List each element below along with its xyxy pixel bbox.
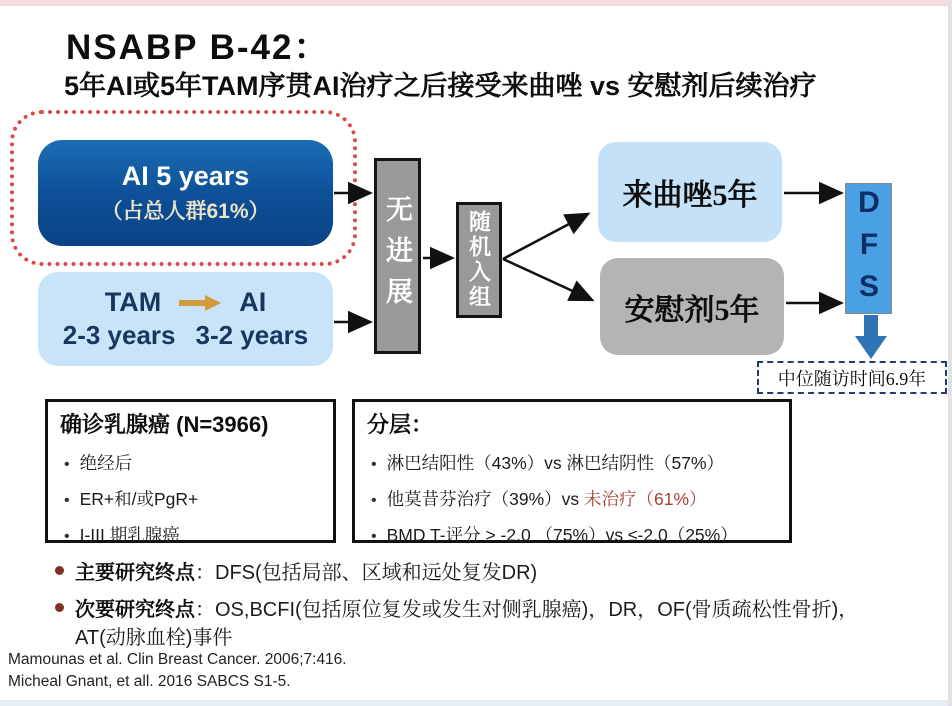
bullet-icon xyxy=(367,453,387,474)
stratification-item xyxy=(367,486,777,511)
arrow-randomization-to-placebo xyxy=(503,259,590,299)
tam-duration: 2-3 years xyxy=(62,320,176,350)
dfs-down-arrow-icon xyxy=(855,315,887,359)
eligibility-item-text: I-III 期乳腺癌 xyxy=(79,525,180,545)
randomization-box: 随机入组 xyxy=(456,202,502,318)
slide-subtitle: 5年AI或5年TAM序贯AI治疗之后接受来曲唑 vs 安慰剂后续治疗 xyxy=(64,71,817,101)
stratification-box xyxy=(352,399,792,543)
ai-duration: 3-2 years xyxy=(195,320,309,350)
eligibility-item xyxy=(60,522,321,547)
eligibility-box xyxy=(45,399,336,543)
eligibility-item-text: 绝经后 xyxy=(79,453,133,473)
stratification-item-text: BMD T-评分 > -2.0 （75%）vs ≤-2.0（25%） xyxy=(386,525,738,545)
top-edge-artifact xyxy=(0,0,952,6)
arrow-randomization-to-letrozole xyxy=(503,215,586,259)
secondary-endpoint-text: ：OS,BCFI(包括原位复发或发生对侧乳腺癌)，DR，OF(骨质疏松性骨折)， xyxy=(195,599,859,621)
tam-box-row2 xyxy=(63,320,309,351)
stratification-item-text xyxy=(387,486,707,511)
tam-to-ai-box xyxy=(38,272,333,366)
bullet-icon xyxy=(60,525,80,546)
tam-right-arrow-icon xyxy=(179,287,221,318)
eligibility-item-text: ER+和/或PgR+ xyxy=(79,489,199,509)
maroon-bullet-icon xyxy=(55,603,64,612)
bottom-edge-artifact xyxy=(0,700,952,706)
stratification-item-text: 淋巴结阳性（43%）vs 淋巴结阴性（57%） xyxy=(386,453,725,473)
bullet-icon xyxy=(60,489,80,510)
citation: Micheal Gnant, et all. 2016 SABCS S1-5. xyxy=(8,673,291,690)
stratification-item2-highlight: 未治疗（61%） xyxy=(584,489,707,509)
maroon-bullet-icon xyxy=(55,566,64,575)
dfs-endpoint-box: DFS xyxy=(845,183,892,314)
primary-endpoint-text: ：DFS(包括局部、区域和远处复发DR) xyxy=(195,562,538,584)
secondary-endpoint-text-line2: AT(动脉血栓)事件 xyxy=(75,627,233,649)
eligibility-item xyxy=(60,486,321,511)
ai-box-sublabel: （占总人群61%） xyxy=(101,200,270,223)
primary-endpoint-row xyxy=(55,556,537,585)
stratification-title: 分层： xyxy=(367,412,434,437)
tam-box-row1 xyxy=(105,287,266,318)
bullet-icon xyxy=(60,453,80,474)
letrozole-arm-box: 来曲唑5年 xyxy=(598,142,782,242)
stratification-item xyxy=(367,522,777,547)
secondary-endpoint-label: 次要研究终点 xyxy=(75,599,195,621)
right-edge-artifact xyxy=(948,0,952,706)
primary-endpoint-label: 主要研究终点 xyxy=(75,562,195,584)
ai-5-years-box xyxy=(38,140,333,246)
tam-label: TAM xyxy=(104,287,162,317)
slide-title: NSABP B-42： xyxy=(66,28,331,67)
citation: Mamounas et al. Clin Breast Cancer. 2006;7:416. xyxy=(8,651,347,668)
secondary-endpoint-row xyxy=(55,593,858,622)
stratification-item2-prefix: 他莫昔芬治疗（39%）vs xyxy=(386,489,584,509)
eligibility-title: 确诊乳腺癌 (N=3966) xyxy=(60,412,269,437)
stratification-item xyxy=(367,450,777,475)
bullet-icon xyxy=(367,525,387,546)
ai-label: AI xyxy=(239,287,267,317)
no-progression-box: 无进展 xyxy=(374,158,421,354)
placebo-arm-box: 安慰剂5年 xyxy=(600,258,784,355)
eligibility-item xyxy=(60,450,321,475)
bullet-icon xyxy=(367,489,387,510)
median-followup-box: 中位随访时间6.9年 xyxy=(757,361,947,394)
ai-box-label: AI 5 years xyxy=(121,161,250,191)
